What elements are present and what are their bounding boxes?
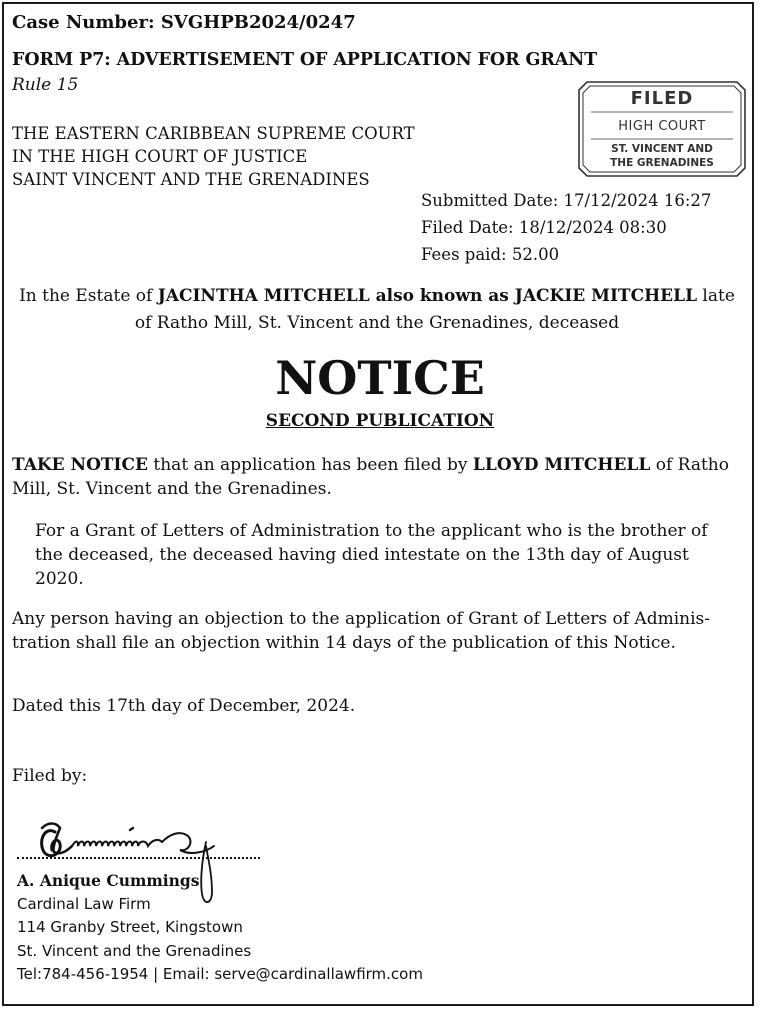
objection-paragraph: Any person having an objection to the application of Grant of Letters of Adminis-tration shall file an objection within 14 days of the publication of this Notice. <box>12 609 711 653</box>
filed-by-label: Filed by: <box>12 766 88 786</box>
stamp-court-text: HIGH COURT <box>618 119 706 134</box>
notice-title: NOTICE <box>275 351 485 405</box>
take-notice-text: of Ratho Mill, St. Vincent and the Grenadines. <box>12 455 729 499</box>
deceased-name: JACINTHA MITCHELL also known as JACKIE MITCHELL <box>157 286 698 306</box>
court-line: SAINT VINCENT AND THE GRENADINES <box>12 170 370 189</box>
contact-line: Tel:784-456-1954 | Email: serve@cardinallawfirm.com <box>17 965 423 983</box>
court-line: IN THE HIGH COURT OF JUSTICE <box>12 147 308 166</box>
rule-reference: Rule 15 <box>12 75 79 95</box>
signatory-name: A. Anique Cummings <box>17 871 200 890</box>
estate-line <box>12 283 742 337</box>
court-heading <box>12 122 415 191</box>
case-number: Case Number: SVGHPB2024/0247 <box>12 12 356 33</box>
signatory-block <box>17 869 423 987</box>
stamp-filed-text: FILED <box>630 88 694 109</box>
filed-stamp <box>577 80 747 178</box>
stamp-location-text: THE GRENADINES <box>610 157 714 169</box>
take-notice-text: that an application has been filed by <box>148 455 473 475</box>
estate-prefix: In the Estate of <box>19 286 158 306</box>
law-firm: Cardinal Law Firm <box>17 894 151 913</box>
take-notice-lead: TAKE NOTICE <box>12 455 148 475</box>
filed-date: Filed Date: 18/12/2024 08:30 <box>421 218 667 237</box>
publication-label <box>0 409 760 433</box>
publication-text: SECOND PUBLICATION <box>265 411 495 431</box>
fees-paid: Fees paid: 52.00 <box>421 245 560 264</box>
take-notice-paragraph <box>12 453 742 501</box>
court-line: THE EASTERN CARIBBEAN SUPREME COURT <box>12 124 415 143</box>
signature-line <box>17 857 260 859</box>
form-title: FORM P7: ADVERTISEMENT OF APPLICATION FOR GRANT <box>12 50 598 70</box>
grant-paragraph: For a Grant of Letters of Administration to the applicant who is the brother of the deceased, the deceased having died intestate on the 13th day of August 2020. <box>35 521 708 589</box>
address-line: 114 Granby Street, Kingstown <box>17 918 243 936</box>
dated-line: Dated this 17th day of December, 2024. <box>12 696 356 716</box>
filing-details <box>421 187 711 268</box>
address-line: St. Vincent and the Grenadines <box>17 941 252 960</box>
applicant-name: LLOYD MITCHELL <box>472 455 651 475</box>
estate-suffix: late of Ratho Mill, St. Vincent and the Grenadines, deceased <box>134 286 735 333</box>
stamp-location-text: ST. VINCENT AND <box>611 143 713 155</box>
submitted-date: Submitted Date: 17/12/2024 16:27 <box>421 191 712 210</box>
